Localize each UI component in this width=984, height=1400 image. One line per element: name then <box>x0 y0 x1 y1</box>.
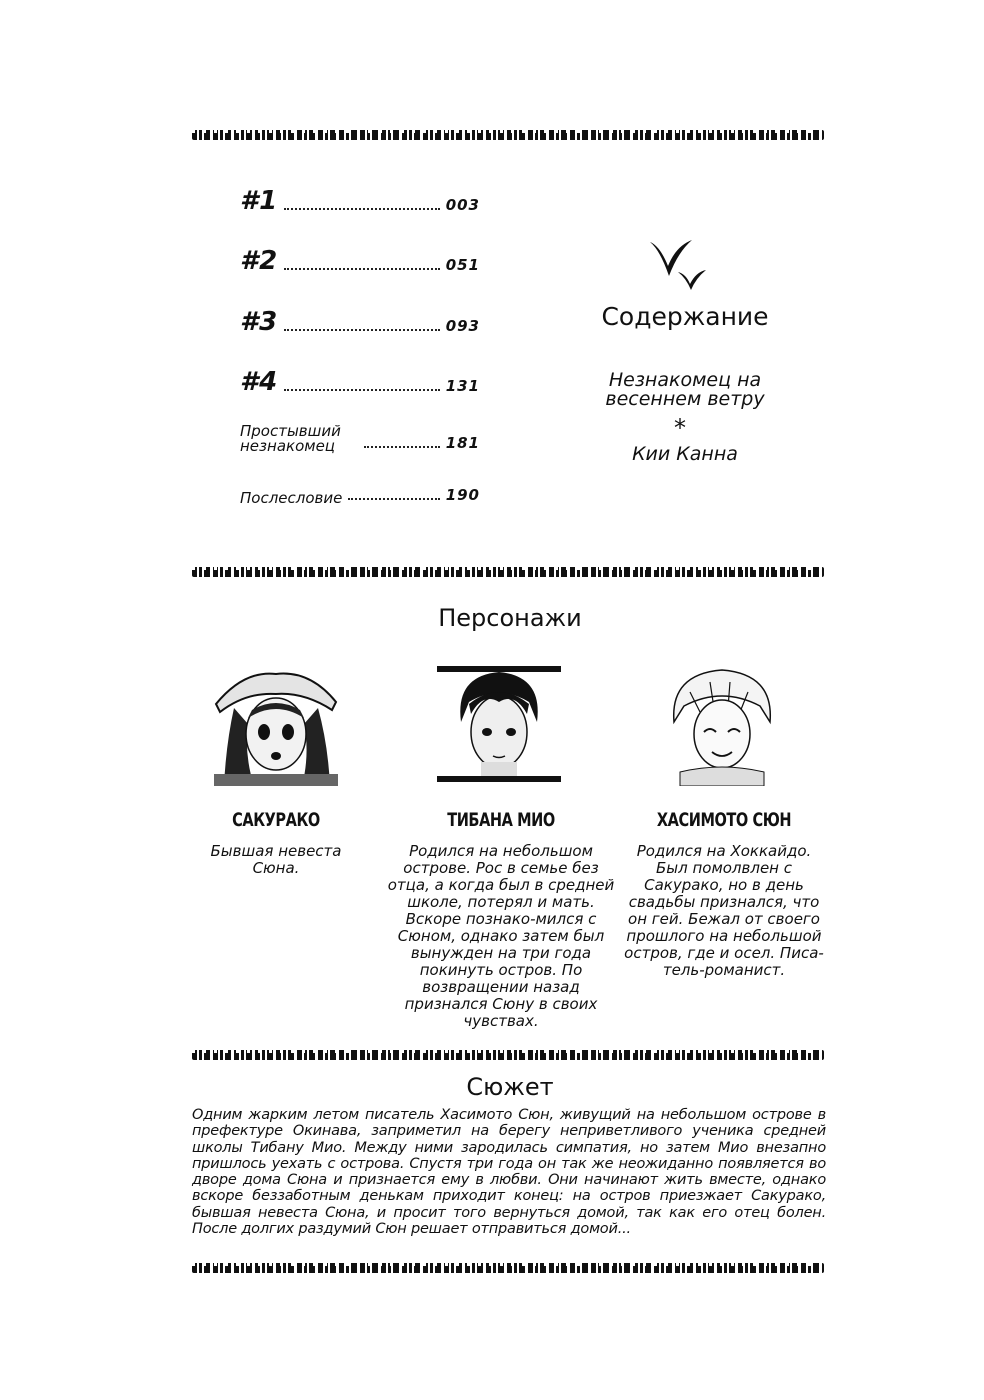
title-separator: * <box>674 414 686 442</box>
contents-heading: Содержание <box>601 302 769 331</box>
toc-leader-dots <box>348 498 439 500</box>
character-shun <box>624 809 824 979</box>
character-description: Бывшая невеста Сюна. <box>210 842 342 877</box>
toc-entry-label: Простывший незнакомец <box>240 422 341 455</box>
character-name: САКУРАКО <box>232 809 320 831</box>
birds-icon <box>646 236 716 294</box>
manga-title-line2: весеннем ветру <box>605 388 765 410</box>
toc-entry-page: 003 <box>445 196 480 214</box>
shun-portrait <box>660 662 784 786</box>
toc-entry-6[interactable] <box>240 486 480 506</box>
toc-entry-label: #3 <box>240 307 279 337</box>
characters-heading: Персонажи <box>438 604 582 632</box>
mio-portrait <box>437 662 561 786</box>
toc-entry-label: #1 <box>240 186 279 216</box>
character-description: Родился на небольшом острове. Рос в семье без отца, а когда был в средней школе, потерял и мать. Вскоре познако-мился с Сюном, однако затем был вынужден на три года покинуть остров. По возвращении назад признался Сюну в своих чувствах. <box>387 842 615 1030</box>
toc-entry-page: 131 <box>445 377 480 395</box>
toc-leader-dots <box>284 208 440 210</box>
character-mio <box>384 809 618 1030</box>
divider-bottom <box>192 1263 824 1273</box>
character-name: ТИБАНА МИО <box>447 809 555 831</box>
toc-leader-dots <box>284 329 440 331</box>
plot-synopsis: Одним жарким летом писатель Хасимото Сюн, живущий на небольшом острове в префектуре Окинава, заприметил на берегу неприветливого ученика средней школы Тибану Мио. Между ними зародилась симпатия, но затем Мио внезапно пришлось уехать с острова. Спустя три года он так же неожиданно появляется во дворе дома Сюна и признается ему в любви. Они начинают жить вместе, однако вскоре беззаботным денькам приходит конец: на остров приезжает Сакурако, бывшая невеста Сюна, и просит того вернуться домой, так как его отец болен. После долгих раздумий Сюн решает отправиться домой... <box>192 1107 826 1238</box>
toc-leader-dots <box>284 268 440 270</box>
toc-leader-dots <box>284 389 440 391</box>
toc-entry-label: #2 <box>240 246 279 276</box>
manga-title-line1: Незнакомец на <box>608 369 762 391</box>
character-description: Родился на Хоккайдо. Был помолвлен с Сакурако, но в день свадьбы признался, что он гей. Бежал от своего прошлого на небольшой остров, где и осел. Писа-тель-романист. <box>624 842 824 979</box>
character-name: ХАСИМОТО СЮН <box>656 809 792 831</box>
toc-entry-page: 093 <box>445 317 480 335</box>
plot-heading: Сюжет <box>466 1073 554 1101</box>
toc-entry-label: Послесловие <box>240 489 343 507</box>
toc-entry-5[interactable] <box>240 424 480 454</box>
toc-entry-label: #4 <box>240 367 279 397</box>
toc-entry-1[interactable] <box>240 186 480 216</box>
toc-leader-dots <box>364 446 440 448</box>
toc-entry-2[interactable] <box>240 246 480 276</box>
toc-entry-3[interactable] <box>240 307 480 337</box>
character-sakurako <box>196 809 356 877</box>
toc-entry-page: 190 <box>445 486 480 504</box>
toc-entry-page: 051 <box>445 256 480 274</box>
divider-characters-bottom <box>192 1050 824 1060</box>
toc-entry-4[interactable] <box>240 367 480 397</box>
author-name: Кии Канна <box>632 443 738 465</box>
sakurako-portrait <box>214 664 338 786</box>
divider-top <box>192 130 824 140</box>
divider-contents-bottom <box>192 567 824 577</box>
toc-entry-page: 181 <box>445 434 480 452</box>
